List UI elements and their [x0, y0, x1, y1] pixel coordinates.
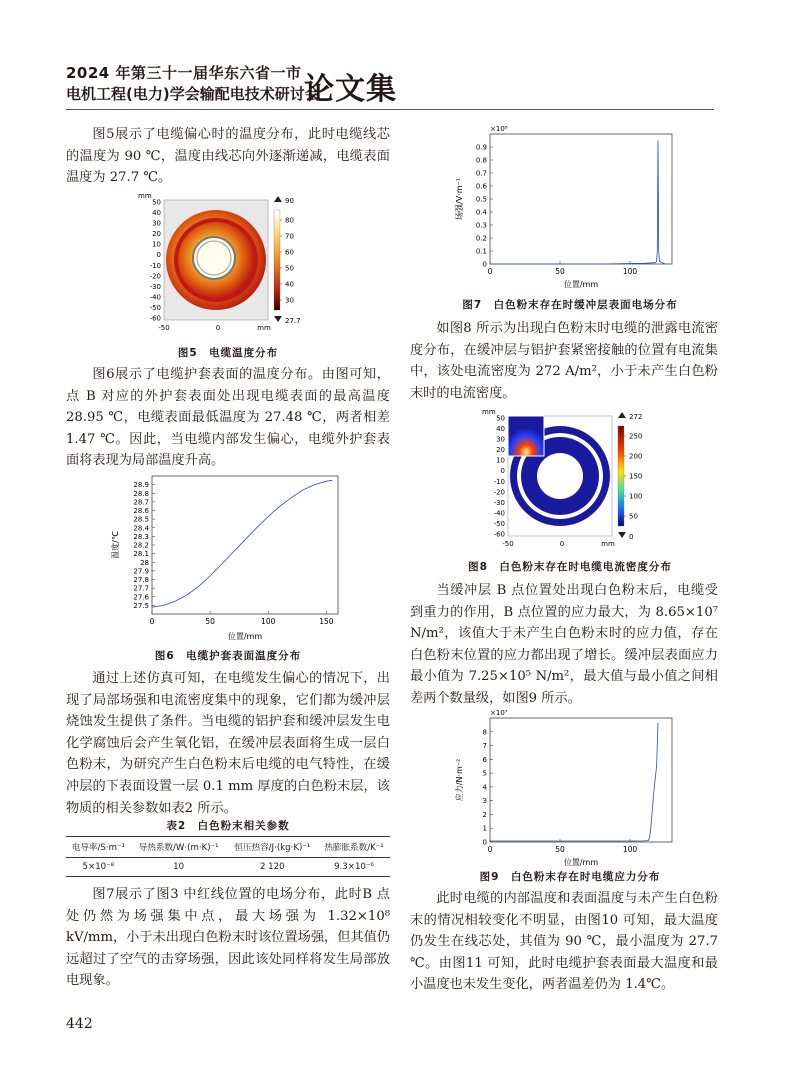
plot-frame — [152, 476, 338, 614]
x-tick-label: 100 — [622, 845, 638, 854]
y-tick-label: -60 — [493, 530, 505, 539]
y-tick-label: 28.8 — [133, 489, 149, 498]
x-tick-label: 150 — [319, 617, 334, 626]
figure-7-caption: 图7 白色粉末存在时缓冲层表面电场分布 — [462, 299, 678, 311]
y-tick-label: -50 — [493, 519, 505, 528]
paragraph-fig7-intro: 图7展示了图3 中红线位置的电场分布，此时B 点处仍然为场强集中点，最大场强为 1.32×10⁸ kV/mm，小于未出现白色粉末时该位置场强，但其值仍远超过了空气的击穿场强，因此该处同样将发生局部放电现象。 — [66, 887, 390, 989]
colorbar-tick-label: 30 — [285, 296, 294, 305]
figure-8-current-density-map — [480, 406, 644, 554]
fig8-x-tick: -50 — [502, 540, 514, 548]
table-2-caption: 表2 白色粉末相关参数 — [166, 820, 290, 832]
y-tick-label: 30 — [496, 435, 505, 444]
y-tick-label: -30 — [493, 498, 505, 507]
y-tick-label: 0.8 — [475, 156, 487, 165]
figure-6-chart — [106, 470, 346, 642]
figure-9-caption: 图9 白色粉末存在时电缆应力分布 — [479, 871, 661, 883]
fig8-x-unit: mm — [601, 540, 615, 548]
y-tick-label: 50 — [496, 414, 505, 423]
y-tick-label: 0.6 — [475, 182, 487, 191]
y-tick-label: 28.1 — [133, 550, 149, 559]
y-exponent-label: ×10⁷ — [490, 709, 508, 717]
colorbar-tick-label: 60 — [285, 248, 294, 257]
y-axis-label: 应力/N·m⁻² — [455, 758, 464, 802]
x-tick-label: 50 — [205, 617, 215, 626]
y-tick-label: 5 — [482, 769, 487, 778]
x-tick-label: 50 — [555, 845, 565, 854]
y-tick-label: 3 — [482, 797, 487, 806]
colorbar-tick-label: 100 — [629, 492, 643, 501]
fig8-core — [537, 453, 583, 499]
y-tick-label: 50 — [152, 198, 161, 207]
y-axis-label: 场强/V·m⁻¹ — [455, 178, 464, 220]
colorbar-tick-label: 70 — [285, 232, 294, 241]
y-tick-label: 0.7 — [475, 169, 487, 178]
colorbar-tick-label: 50 — [285, 264, 294, 273]
fig5-core — [197, 241, 231, 275]
y-tick-label: -40 — [493, 509, 505, 518]
y-tick-label: 0 — [156, 251, 161, 260]
paragraph-temperature-summary: 此时电缆的内部温度和表面温度与未产生白色粉末的情况相较变化不明显，由图10 可知，最大温度仍发生在线芯处，其值为 90 ℃，最小温度为 27.7 ℃。由图11 可知，此时电缆护套表面最大温度和最小温度也未发生变化，两者温差仍为 1.4℃。 — [410, 891, 718, 993]
y-tick-label: -60 — [149, 314, 161, 323]
fig5-max-marker — [274, 196, 282, 202]
fig8-x-tick: 0 — [559, 540, 565, 548]
y-tick-label: -40 — [149, 293, 161, 302]
data-series-line — [152, 480, 332, 607]
colorbar-tick-label: 250 — [629, 432, 643, 441]
y-tick-label: 0.4 — [475, 208, 487, 217]
data-series-line — [490, 141, 665, 265]
y-exponent-label: ×10⁸ — [490, 125, 508, 133]
figure-8-caption: 图8 白色粉末存在时电缆电流密度分布 — [468, 561, 672, 573]
paragraph-fig6-intro: 图6展示了电缆护套表面的温度分布。由图可知，点 B 对应的外护套表面处出现电缆表面的最高温度 28.95 ℃，电缆表面最低温度为 27.48 ℃，两者相差 1.47 ℃。因此，当电缆内部发生偏心，电缆外护套表面将表现为局部温度升高。 — [66, 367, 390, 469]
plot-frame — [490, 718, 672, 842]
y-tick-label: 0.3 — [475, 221, 487, 230]
x-tick-label: 0 — [487, 267, 493, 276]
y-tick-label: 2 — [482, 810, 487, 819]
fig5-min-marker — [274, 316, 282, 322]
figure-5-temperature-map — [136, 190, 301, 336]
x-axis-label: 位置/mm — [227, 632, 263, 641]
y-tick-label: 8 — [482, 728, 487, 737]
y-tick-label: 28.5 — [133, 515, 149, 524]
table-cell: 10 — [131, 858, 227, 877]
y-tick-label: 0.1 — [475, 247, 487, 256]
y-tick-label: 4 — [482, 783, 487, 792]
y-tick-label: 28.9 — [133, 481, 149, 490]
x-tick-label: 0 — [149, 617, 155, 626]
fig8-y-unit: mm — [482, 408, 496, 416]
colorbar-tick-label: 200 — [629, 452, 643, 461]
table-header: 热膨胀系数/K⁻¹ — [318, 837, 390, 858]
y-tick-label: 28.7 — [133, 498, 149, 507]
y-tick-label: 27.8 — [133, 576, 149, 584]
table-cell: 2 120 — [227, 858, 318, 877]
y-tick-label: 28.3 — [133, 532, 149, 541]
x-axis-label: 位置/mm — [563, 858, 599, 867]
paragraph-fig5-intro: 图5展示了电缆偏心时的温度分布，此时电缆线芯的温度为 90 ℃，温度由线芯向外逐渐递减，电缆表面温度为 27.7 ℃。 — [66, 127, 390, 186]
fig8-colorbar — [618, 426, 624, 526]
y-tick-label: 27.7 — [133, 584, 149, 593]
table-cell: 9.3×10⁻⁶ — [318, 858, 390, 877]
fig8-colorbar-min: 0 — [629, 533, 634, 541]
y-tick-label: 0.2 — [475, 234, 487, 243]
y-tick-label: 7 — [482, 742, 487, 751]
y-tick-label: 6 — [482, 755, 487, 764]
table-header: 电导率/S·m⁻¹ — [66, 837, 131, 858]
y-tick-label: 0 — [500, 467, 505, 476]
y-tick-label: 40 — [152, 209, 161, 218]
fig5-colorbar-min: 27.7 — [285, 317, 301, 325]
x-tick-label: 0 — [487, 845, 493, 854]
fig8-min-marker — [618, 532, 626, 538]
fig8-max-marker — [618, 412, 626, 418]
y-tick-label: 27.9 — [133, 567, 149, 576]
fig5-x-unit: mm — [257, 324, 271, 332]
figure-7-chart — [452, 124, 682, 290]
y-tick-label: 10 — [152, 240, 161, 249]
fig5-x-tick: -50 — [158, 324, 170, 332]
table-2 — [66, 836, 390, 877]
x-tick-label: 100 — [261, 617, 276, 626]
y-tick-label: 20 — [152, 230, 161, 239]
y-tick-label: -10 — [493, 477, 505, 486]
fig5-colorbar — [274, 210, 280, 310]
table-row — [66, 858, 390, 877]
fig5-y-unit: mm — [138, 192, 152, 200]
y-tick-label: 27.6 — [133, 593, 149, 602]
paragraph-white-powder: 通过上述仿真可知，在电缆发生偏心的情况下，出现了局部场强和电流密度集中的现象，它们都为缓冲层烧蚀发生提供了条件。当电缆的铝护套和缓冲层发生电化学腐蚀后会产生氧化铝，在缓冲层表面将生成一层白色粉末，为研究产生白色粉末后电缆的电气特性，在缓冲层的下表面设置一层 0.1 mm 厚度的白色粉末层，该物质的相关参数如表2 所示。 — [66, 671, 390, 816]
fig8-colorbar-max: 272 — [629, 413, 643, 421]
x-tick-label: 100 — [622, 267, 638, 276]
paragraph-fig8-intro: 如图8 所示为出现白色粉末时电缆的泄露电流密度分布，在缓冲层与铝护套紧密接触的位置有电流集中，该处电流密度为 272 A/m²，小于未产生白色粉末时的电流密度。 — [410, 321, 718, 401]
y-tick-label: 20 — [496, 446, 505, 455]
y-tick-label: 28 — [140, 558, 149, 567]
colorbar-tick-label: 80 — [285, 216, 294, 225]
y-tick-label: -20 — [149, 272, 161, 281]
y-tick-label: 0 — [482, 838, 487, 847]
fig5-colorbar-max: 90 — [285, 197, 294, 205]
page-number: 442 — [66, 1016, 93, 1032]
y-tick-label: -30 — [149, 282, 161, 291]
y-tick-label: 28.4 — [133, 524, 149, 533]
proceedings-title-line2: 电机工程(电力)学会输配电技术研讨会 — [66, 85, 320, 103]
table-cell: 5×10⁻⁸ — [66, 858, 131, 877]
fig8-zoom-inset — [508, 416, 544, 456]
header-rule — [66, 109, 714, 110]
proceedings-emblem: 论文集 — [304, 72, 397, 107]
proceedings-title-line1: 2024 年第三十一届华东六省一市 — [66, 64, 302, 82]
x-tick-label: 50 — [555, 267, 565, 276]
table-header: 导热系数/W·(m·K)⁻¹ — [131, 837, 227, 858]
colorbar-tick-label: 150 — [629, 472, 643, 481]
y-tick-label: 30 — [152, 219, 161, 228]
y-tick-label: 0 — [482, 260, 487, 269]
x-axis-label: 位置/mm — [563, 280, 599, 289]
y-tick-label: 0.9 — [475, 143, 487, 152]
y-axis-label: 温度/℃ — [111, 531, 120, 559]
y-tick-label: 1 — [482, 824, 487, 833]
colorbar-tick-label: 50 — [629, 512, 638, 521]
y-tick-label: 10 — [496, 456, 505, 465]
y-tick-label: -50 — [149, 303, 161, 312]
y-tick-label: 28.2 — [133, 541, 149, 550]
figure-9-chart — [452, 708, 682, 868]
paragraph-stress: 当缓冲层 B 点位置处出现白色粉末后，电缆受到重力的作用，B 点位置的应力最大，为 8.65×10⁷ N/m²，该值大于未产生白色粉末时的应力值，存在白色粉末位置的应力都出现了增长。缓冲层表面应力最小值为 7.25×10⁵ N/m²，最大值与最小值之间相差两个数量级，如图9 所示。 — [410, 583, 718, 706]
y-tick-label: 0.5 — [475, 195, 487, 204]
figure-5-caption: 图5 电缆温度分布 — [177, 347, 279, 359]
figure-6-caption: 图6 电缆护套表面温度分布 — [154, 650, 302, 662]
y-tick-label: -10 — [149, 261, 161, 270]
fig5-x-tick: 0 — [215, 324, 221, 332]
data-series-line — [490, 723, 658, 841]
y-tick-label: 27.5 — [133, 601, 149, 610]
plot-frame — [490, 134, 672, 264]
y-tick-label: 40 — [496, 425, 505, 434]
y-tick-label: 28.6 — [133, 507, 149, 515]
y-tick-label: -20 — [493, 488, 505, 497]
colorbar-tick-label: 40 — [285, 280, 294, 289]
table-header: 恒压热容/J·(kg·K)⁻¹ — [227, 837, 318, 858]
